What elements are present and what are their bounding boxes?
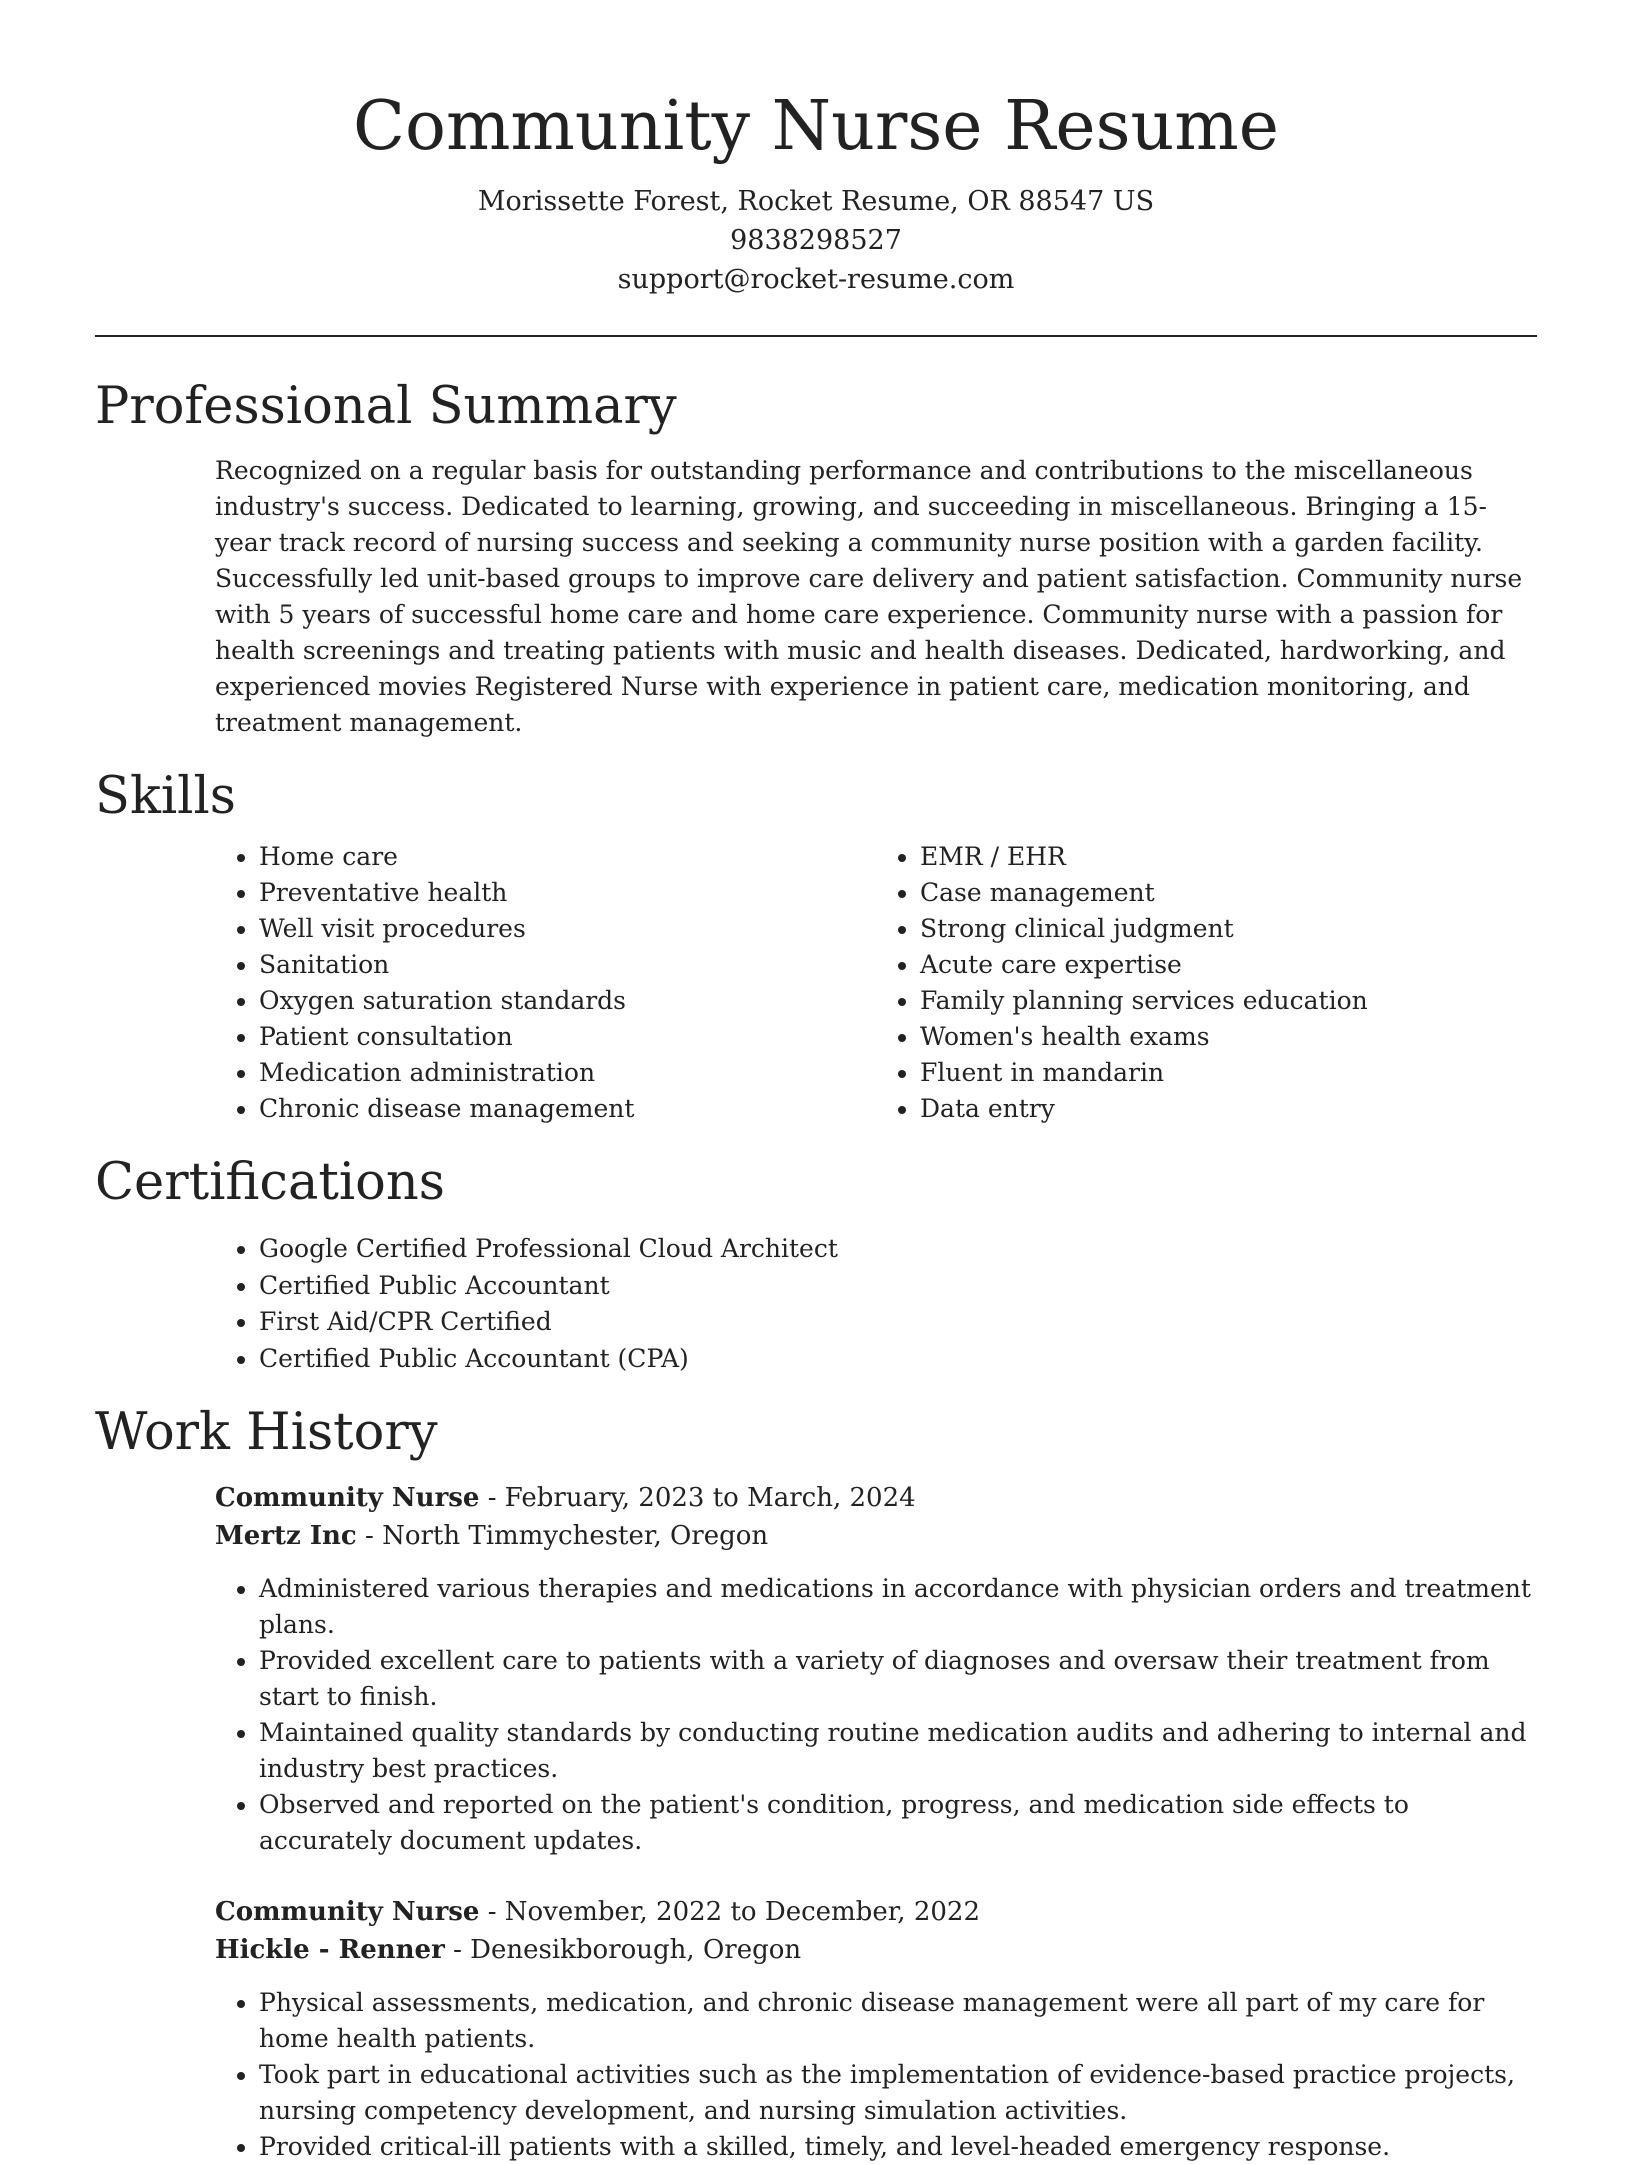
skills-column-right: [876, 839, 1537, 1127]
job-location: - Denesikborough, Oregon: [444, 1935, 802, 1965]
work-history-heading: Work History: [95, 1403, 438, 1462]
job-bullets: [215, 1571, 1537, 1859]
job-title: Community Nurse: [215, 1897, 480, 1927]
job-company-line: [215, 1517, 1537, 1555]
job-company: Hickle - Renner: [215, 1935, 445, 1965]
job-company: Mertz Inc: [215, 1521, 357, 1551]
skill-item: • Case management: [920, 875, 1537, 911]
skill-item: • Women's health exams: [920, 1019, 1537, 1055]
contact-address: Morissette Forest, Rocket Resume, OR 88547 US: [477, 186, 1155, 217]
job-title: Community Nurse: [215, 1483, 480, 1513]
contact-block: [95, 182, 1537, 299]
summary-heading: Professional Summary: [95, 377, 677, 436]
job-dates: - February, 2023 to March, 2024: [479, 1483, 916, 1513]
job-bullet: • Observed and reported on the patient's condition, progress, and medication side effects to accurately document updates.: [259, 1787, 1537, 1859]
skills-column-left: [215, 839, 876, 1127]
skill-item: • Patient consultation: [259, 1019, 876, 1055]
skill-item: • Strong clinical judgment: [920, 911, 1537, 947]
job-location: - North Timmychester, Oregon: [356, 1521, 769, 1551]
skills-list: [215, 839, 1537, 1127]
skill-item: • Well visit procedures: [259, 911, 876, 947]
skill-item: • Family planning services education: [920, 983, 1537, 1019]
certifications-list: [215, 1231, 1537, 1377]
job-title-line: [215, 1479, 1537, 1517]
header-divider: [95, 335, 1537, 337]
job-entry: [215, 1893, 1537, 2165]
certification-item: • Google Certified Professional Cloud Architect: [259, 1231, 1537, 1268]
page-title: Community Nurse Resume: [352, 87, 1280, 166]
job-bullet: • Took part in educational activities such as the implementation of evidence-based practice projects, nursing competency development, and nursing simulation activities.: [259, 2057, 1537, 2129]
skill-item: • Oxygen saturation standards: [259, 983, 876, 1019]
certification-item: • Certified Public Accountant: [259, 1268, 1537, 1305]
job-bullet: • Maintained quality standards by conducting routine medication audits and adhering to internal and industry best practices.: [259, 1715, 1537, 1787]
job-company-line: [215, 1931, 1537, 1969]
job-bullets: [215, 1985, 1537, 2165]
job-bullet: • Physical assessments, medication, and chronic disease management were all part of my care for home health patients.: [259, 1985, 1537, 2057]
skills-heading: Skills: [95, 767, 236, 826]
skill-item: • Sanitation: [259, 947, 876, 983]
skill-item: • Acute care expertise: [920, 947, 1537, 983]
skill-item: • Home care: [259, 839, 876, 875]
skill-item: • Preventative health: [259, 875, 876, 911]
job-dates: - November, 2022 to December, 2022: [479, 1897, 980, 1927]
job-bullet: • Administered various therapies and medications in accordance with physician orders and treatment plans.: [259, 1571, 1537, 1643]
summary-text: Recognized on a regular basis for outstanding performance and contributions to the miscellaneous industry's success. Dedicated to learning, growing, and succeeding in miscellaneous. Bringing a 15-year track record of nursing success and seeking a community nurse position with a garden facility. Successfully led unit-based groups to improve care delivery and patient satisfaction. Community nurse with 5 years of successful home care and home care experience. Community nurse with a passion for health screenings and treating patients with music and health diseases. Dedicated, hardworking, and experienced movies Registered Nurse with experience in patient care, medication monitoring, and treatment management.: [215, 456, 1523, 737]
job-entry: [215, 1479, 1537, 1859]
skill-item: • Chronic disease management: [259, 1091, 876, 1127]
skill-item: • Medication administration: [259, 1055, 876, 1091]
job-title-line: [215, 1893, 1537, 1931]
skill-item: • Fluent in mandarin: [920, 1055, 1537, 1091]
certification-item: • First Aid/CPR Certified: [259, 1304, 1537, 1341]
contact-phone: 9838298527: [730, 225, 902, 256]
job-bullet: • Provided critical-ill patients with a skilled, timely, and level-headed emergency response.: [259, 2129, 1537, 2165]
skill-item: • Data entry: [920, 1091, 1537, 1127]
job-bullet: • Provided excellent care to patients with a variety of diagnoses and oversaw their treatment from start to finish.: [259, 1643, 1537, 1715]
certifications-bullets: [215, 1231, 1537, 1377]
contact-email: support@rocket-resume.com: [617, 264, 1015, 295]
certification-item: • Certified Public Accountant (CPA): [259, 1341, 1537, 1378]
certifications-heading: Certifications: [95, 1153, 445, 1212]
skill-item: • EMR / EHR: [920, 839, 1537, 875]
